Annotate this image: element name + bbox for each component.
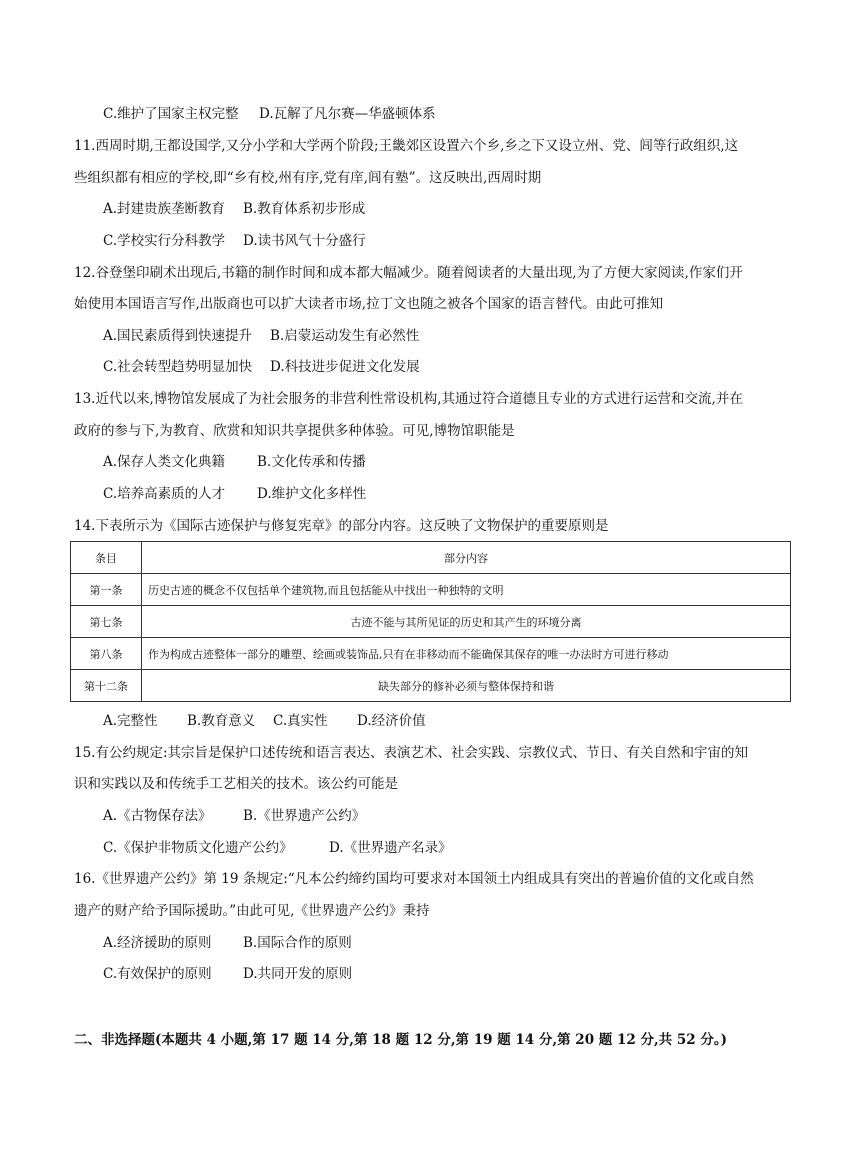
table-cell: 历史古迹的概念不仅包括单个建筑物,而且包括能从中找出一种独特的文明 xyxy=(142,574,791,606)
q13-option-b: B.文化传承和传播 xyxy=(257,454,366,470)
q15-options-ab xyxy=(103,806,365,826)
q14-option-d: D.经济价值 xyxy=(357,713,426,729)
q11-option-b: B.教育体系初步形成 xyxy=(243,201,366,217)
q14-stem: 14.下表所示为《国际古迹保护与修复宪章》的部分内容。这反映了文物保护的重要原则是 xyxy=(74,518,609,534)
q11-options-cd xyxy=(103,231,366,251)
table-cell: 缺失部分的修补必须与整体保持和谐 xyxy=(142,670,791,702)
table-header-cell: 部分内容 xyxy=(142,542,791,574)
q11-options-ab xyxy=(103,199,365,219)
q15-options-cd xyxy=(103,838,452,858)
q13-option-d: D.维护文化多样性 xyxy=(257,486,367,502)
q11-stem-line1: 11.西周时期,王都设国学,又分小学和大学两个阶段;王畿郊区设置六个乡,乡之下又设立州、党、闾等行政组织,这 xyxy=(74,138,739,154)
q10-option-d: D.瓦解了凡尔赛—华盛顿体系 xyxy=(259,106,436,122)
q13-stem-line1: 13.近代以来,博物馆发展成了为社会服务的非营利性常设机构,其通过符合道德且专业的方式进行运营和交流,并在 xyxy=(74,391,743,407)
section2-heading: 二、非选择题(本题共 4 小题,第 17 题 14 分,第 18 题 12 分,第 19 题 14 分,第 20 题 12 分,共 52 分。) xyxy=(74,1032,727,1048)
table-header-row xyxy=(71,542,791,574)
q13-option-c: C.培养高素质的人才 xyxy=(103,486,226,502)
q16-option-c: C.有效保护的原则 xyxy=(103,966,212,982)
q10-option-c: C.维护了国家主权完整 xyxy=(103,106,239,122)
table-header-cell: 条目 xyxy=(71,542,142,574)
q14-option-a: A.完整性 xyxy=(103,713,158,729)
q11-option-c: C.学校实行分科教学 xyxy=(103,233,226,249)
table-cell: 古迹不能与其所见证的历史和其产生的环境分离 xyxy=(142,606,791,638)
table-cell: 第一条 xyxy=(71,574,142,606)
q15-stem-line1: 15.有公约规定:其宗旨是保护口述传统和语言表达、表演艺术、社会实践、宗教仪式、节日、有关自然和宇宙的知 xyxy=(74,745,749,761)
q10-options-cd xyxy=(103,104,436,124)
table-cell: 第七条 xyxy=(71,606,142,638)
q16-options-cd xyxy=(103,964,352,984)
q15-option-c: C.《保护非物质文化遗产公约》 xyxy=(103,840,293,856)
q16-option-b: B.国际合作的原则 xyxy=(243,935,352,951)
q11-option-a: A.封建贵族垄断教育 xyxy=(103,201,226,217)
q16-stem-line1: 16.《世界遗产公约》第 19 条规定:“凡本公约缔约国均可要求对本国领土内组成具有突出的普遍价值的文化或自然 xyxy=(74,871,754,887)
table-cell: 第十二条 xyxy=(71,670,142,702)
q13-options-cd xyxy=(103,484,366,504)
q15-stem-line2: 识和实践以及和传统手工艺相关的技术。该公约可能是 xyxy=(74,776,398,792)
q14-table xyxy=(70,541,791,702)
q12-stem-line2: 始使用本国语言写作,出版商也可以扩大读者市场,拉丁文也随之被各个国家的语言替代。由此可推知 xyxy=(74,296,664,312)
q12-options-ab xyxy=(103,326,419,346)
table-row xyxy=(71,638,791,670)
q13-stem-line2: 政府的参与下,为教育、欣赏和知识共享提供多种体验。可见,博物馆职能是 xyxy=(74,423,515,439)
q16-stem-line2: 遗产的财产给予国际援助。”由此可见,《世界遗产公约》秉持 xyxy=(74,903,430,919)
q15-option-b: B.《世界遗产公约》 xyxy=(243,808,366,824)
q14-option-c: C.真实性 xyxy=(273,713,328,729)
table-row xyxy=(71,670,791,702)
q16-option-d: D.共同开发的原则 xyxy=(243,966,353,982)
q12-option-b: B.启蒙运动发生有必然性 xyxy=(270,328,420,344)
q15-option-d: D.《世界遗产名录》 xyxy=(329,840,452,856)
q12-option-c: C.社会转型趋势明显加快 xyxy=(103,359,253,375)
q16-option-a: A.经济援助的原则 xyxy=(103,935,212,951)
q12-stem-line1: 12.谷登堡印刷术出现后,书籍的制作时间和成本都大幅减少。随着阅读者的大量出现,为了方便大家阅读,作家们开 xyxy=(74,265,743,281)
q14-option-b: B.教育意义 xyxy=(187,713,256,729)
table-row xyxy=(71,606,791,638)
q15-option-a: A.《古物保存法》 xyxy=(103,808,212,824)
q11-stem-line2: 些组织都有相应的学校,即“乡有校,州有序,党有庠,闾有塾”。这反映出,西周时期 xyxy=(74,170,542,186)
q12-options-cd xyxy=(103,357,420,377)
table-cell: 第八条 xyxy=(71,638,142,670)
q11-option-d: D.读书风气十分盛行 xyxy=(243,233,366,249)
q16-options-ab xyxy=(103,933,352,953)
q12-option-a: A.国民素质得到快速提升 xyxy=(103,328,253,344)
q12-option-d: D.科技进步促进文化发展 xyxy=(270,359,420,375)
table-cell: 作为构成古迹整体一部分的雕塑、绘画或装饰品,只有在非移动而不能确保其保存的唯一办法时方可进行移动 xyxy=(142,638,791,670)
q14-options xyxy=(103,711,426,731)
q13-option-a: A.保存人类文化典籍 xyxy=(103,454,226,470)
q13-options-ab xyxy=(103,452,366,472)
table-row xyxy=(71,574,791,606)
